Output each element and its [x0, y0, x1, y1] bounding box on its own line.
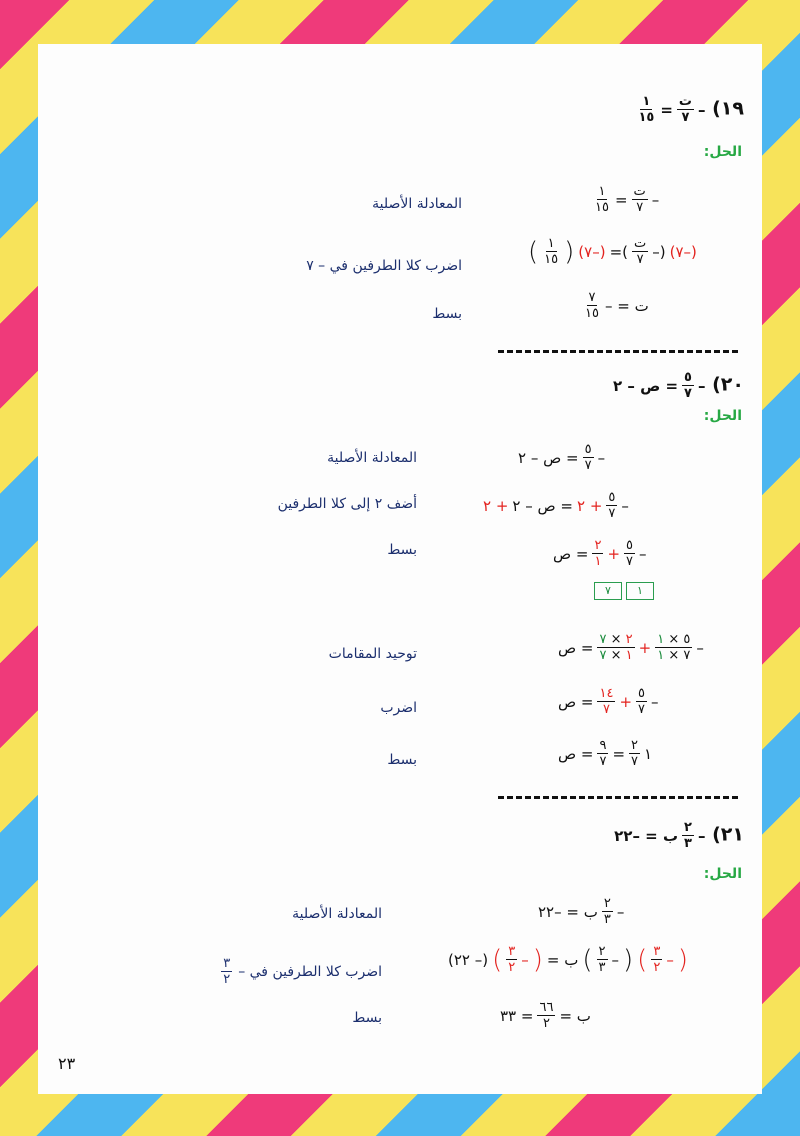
step-note-multiply: اضرب كلا الطرفين في – $\frac{٣}{٢}$ [223, 956, 382, 987]
divider [498, 796, 738, 799]
step-note: المعادلة الأصلية [372, 196, 462, 212]
step-note: بسط [387, 542, 417, 558]
step-note: اضرب كلا الطرفين في – ٧ [306, 258, 462, 274]
step-note: بسط [432, 306, 462, 322]
step-equation: – $\frac{٥ \times ١}{٧ \times ١}$ + $\frac{٢ \times ٧}{١ \times ٧}$ = ص [558, 632, 704, 663]
step-equation: (–٧) (– $\frac{\text{ت}}{٧}$ )= (–٧) ( $\frac{١}{١٥}$ ) [528, 236, 697, 267]
step-note: بسط [387, 752, 417, 768]
problem-equation: – $\frac{٥}{٧}$ = ص – ٢ [612, 370, 706, 401]
problem-19-header [636, 94, 744, 125]
lcd-boxes [594, 582, 654, 600]
problem-number: ٢٠) [712, 373, 744, 396]
problem-number: ٢١) [712, 823, 744, 846]
step-equation: – $\frac{٥}{٧}$ + $\frac{١٤}{٧}$ = ص [558, 686, 659, 717]
page-number: ٢٣ [58, 1054, 76, 1073]
worksheet-page [38, 44, 762, 1094]
step-note: اضرب كلا الطرفين في – [238, 963, 382, 980]
problem-number: ١٩) [712, 97, 744, 120]
step-equation: ت = – $\frac{٧}{١٥}$ [585, 290, 649, 321]
step-equation: – $\frac{\text{ت}}{٧}$ = $\frac{١}{١٥}$ [595, 184, 660, 215]
solution-label: الحل: [703, 408, 742, 424]
step-note: بسط [352, 1010, 382, 1026]
step-note: أضف ٢ إلى كلا الطرفين [277, 496, 417, 512]
solution-label: الحل: [703, 144, 742, 160]
solution-label: الحل: [703, 866, 742, 882]
problem-20-header [612, 370, 744, 401]
step-equation: – $\frac{٥}{٧}$ = ص – ٢ [518, 442, 606, 473]
step-equation: – $\frac{٥}{٧}$ + $\frac{٢}{١}$ = ص [553, 538, 647, 569]
step-equation: ١ $\frac{٢}{٧}$ = $\frac{٩}{٧}$ = ص [558, 738, 653, 769]
problem-21-header [614, 820, 744, 851]
step-equation: ( – $\frac{٣}{٢}$ ) ( – $\frac{٢}{٣}$ ) ب = ( – $\frac{٣}{٢}$ ) (– ٢٢) [448, 944, 688, 975]
lcd-box: ١ [626, 582, 654, 600]
step-equation: – $\frac{٥}{٧}$ + ٢ = ص – ٢ + ٢ [483, 490, 629, 521]
problem-equation: – $\frac{٢}{٣}$ ب = –٢٢ [614, 820, 706, 851]
step-equation: ب = $\frac{٦٦}{٢}$ = ٣٣ [500, 1000, 591, 1031]
step-note: المعادلة الأصلية [327, 450, 417, 466]
lcd-box: ٧ [594, 582, 622, 600]
step-note: توحيد المقامات [328, 646, 417, 662]
problem-equation: – $\frac{\text{ت}}{٧}$ = $\frac{١}{١٥}$ [638, 94, 706, 125]
step-equation: – $\frac{٢}{٣}$ ب = –٢٢ [538, 896, 625, 927]
step-note: المعادلة الأصلية [292, 906, 382, 922]
step-note: اضرب [380, 700, 417, 716]
divider [498, 350, 738, 353]
